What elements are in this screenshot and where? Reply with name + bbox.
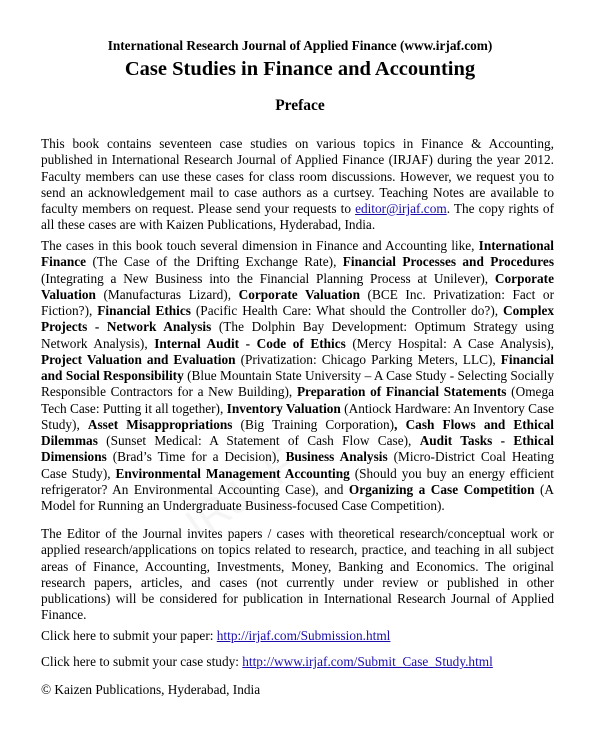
- journal-header: International Research Journal of Applied Finance (www.irjaf.com): [107, 38, 493, 53]
- case-text: (Antiock Hardware: An Inventory Case Study),: [41, 400, 554, 432]
- case-text: (The Case of the Drifting Exchange Rate),: [86, 254, 343, 270]
- case-text: (Integrating a New Business into the Financial Planning Process at Unilever),: [41, 270, 495, 286]
- case-text: (Omega Tech Case: Putting it all together),: [41, 384, 554, 416]
- case-topic: Corporate Valuation: [41, 270, 554, 302]
- intro-paragraph: [41, 136, 554, 234]
- copyright-notice: © Kaizen Publications, Hyderabad, India: [41, 682, 261, 697]
- case-topic: Corporate Valuation: [238, 286, 360, 302]
- case-topic: Internal Audit - Code of Ethics: [154, 335, 346, 351]
- case-text: (Micro-District Coal Heating Case Study),: [41, 449, 554, 481]
- intro-text-end: . The copy rights of all these cases are with Kaizen Publications, Hyderabad, India.: [41, 201, 554, 233]
- case-topic: Financial Processes and Procedures: [342, 254, 554, 270]
- case-topic: Project Valuation and Evaluation: [41, 351, 236, 367]
- submit-case-link[interactable]: http://www.irjaf.com/Submit_Case_Study.html: [242, 654, 493, 669]
- invite-paragraph: The Editor of the Journal invites papers / cases with theoretical research/conceptual work or applied research/applications on topics related to research, practice, and teaching in all subject areas of Finance, Accounting, Investments, Money, Banking and Economics. The original research papers, articles, and cases (not currently under review or published in other publications) will be considered for publication in International Research Journal of Applied Finance.: [41, 526, 554, 623]
- case-text: (Privatization: Chicago Parking Meters, LLC),: [235, 351, 501, 367]
- case-topic: International Finance: [41, 238, 554, 270]
- case-topic: Cash Flows and Ethical Dilemmas: [41, 416, 554, 448]
- case-text: (Blue Mountain State University – A Case Study - Selecting Socially Responsible Contractors for a New Building),: [41, 368, 554, 400]
- case-topic: Audit Tasks - Ethical Dimensions: [41, 433, 554, 465]
- case-topic: Inventory Valuation: [226, 400, 341, 416]
- case-text: (Brad’s Time for a Decision),: [106, 449, 286, 465]
- case-topic: ,: [394, 416, 398, 432]
- case-topic: Financial and Social Responsibility: [41, 351, 554, 383]
- case-text: [397, 417, 405, 432]
- case-text: The cases in this book touch several dimension in Finance and Accounting like,: [41, 238, 479, 253]
- case-text: (Sunset Medical: A Statement of Cash Flow Case),: [97, 433, 420, 448]
- case-topic: Preparation of Financial Statements: [296, 384, 507, 400]
- case-text: (Should you buy an energy efficient refrigerator? An Environmental Accounting Case), and: [41, 465, 554, 497]
- case-text: (Mercy Hospital: A Case Analysis),: [345, 335, 555, 351]
- case-topic: Financial Ethics: [97, 303, 191, 318]
- preface-heading: Preface: [275, 97, 325, 114]
- submit-case-line: [41, 654, 493, 670]
- case-topic: Asset Misappropriations: [87, 416, 233, 432]
- case-text: (A Model for Running an Undergraduate Business-focused Case Competition).: [41, 481, 554, 513]
- case-topic: Business Analysis: [285, 449, 388, 465]
- case-text: (Manufacturas Lizard),: [95, 286, 239, 302]
- submit-paper-link[interactable]: http://irjaf.com/Submission.html: [216, 628, 391, 643]
- document-title: Case Studies in Finance and Accounting: [124, 58, 476, 80]
- case-topic: Environmental Management Accounting: [115, 465, 350, 481]
- case-text: (BCE Inc. Privatization: Fact or Fiction?),: [41, 286, 554, 318]
- intro-text: This book contains seventeen case studies on various topics in Finance & Accounting, published in International Research Journal of Applied Finance (IRJAF) during the year 2012. Faculty members can use these cases for class room discussions. However, we request you to send an acknowledgement mail to case authors as a curtsey. Teaching Notes are available to faculty members on request. Please send your requests to: [41, 136, 554, 216]
- editor-email-link[interactable]: editor@irjaf.com: [355, 201, 447, 216]
- case-text: (The Dolphin Bay Development: Optimum Strategy using Network Analysis),: [41, 319, 554, 351]
- submit-case-label: Click here to submit your case study:: [41, 654, 243, 669]
- case-topic: Complex Projects - Network Analysis: [41, 303, 554, 335]
- submit-paper-label: Click here to submit your paper:: [41, 628, 217, 643]
- case-text: (Big Training Corporation): [232, 416, 395, 432]
- case-text: (Pacific Health Care: What should the Controller do?),: [190, 303, 504, 318]
- case-topic: Organizing a Case Competition: [348, 481, 535, 497]
- submit-paper-line: [41, 628, 390, 644]
